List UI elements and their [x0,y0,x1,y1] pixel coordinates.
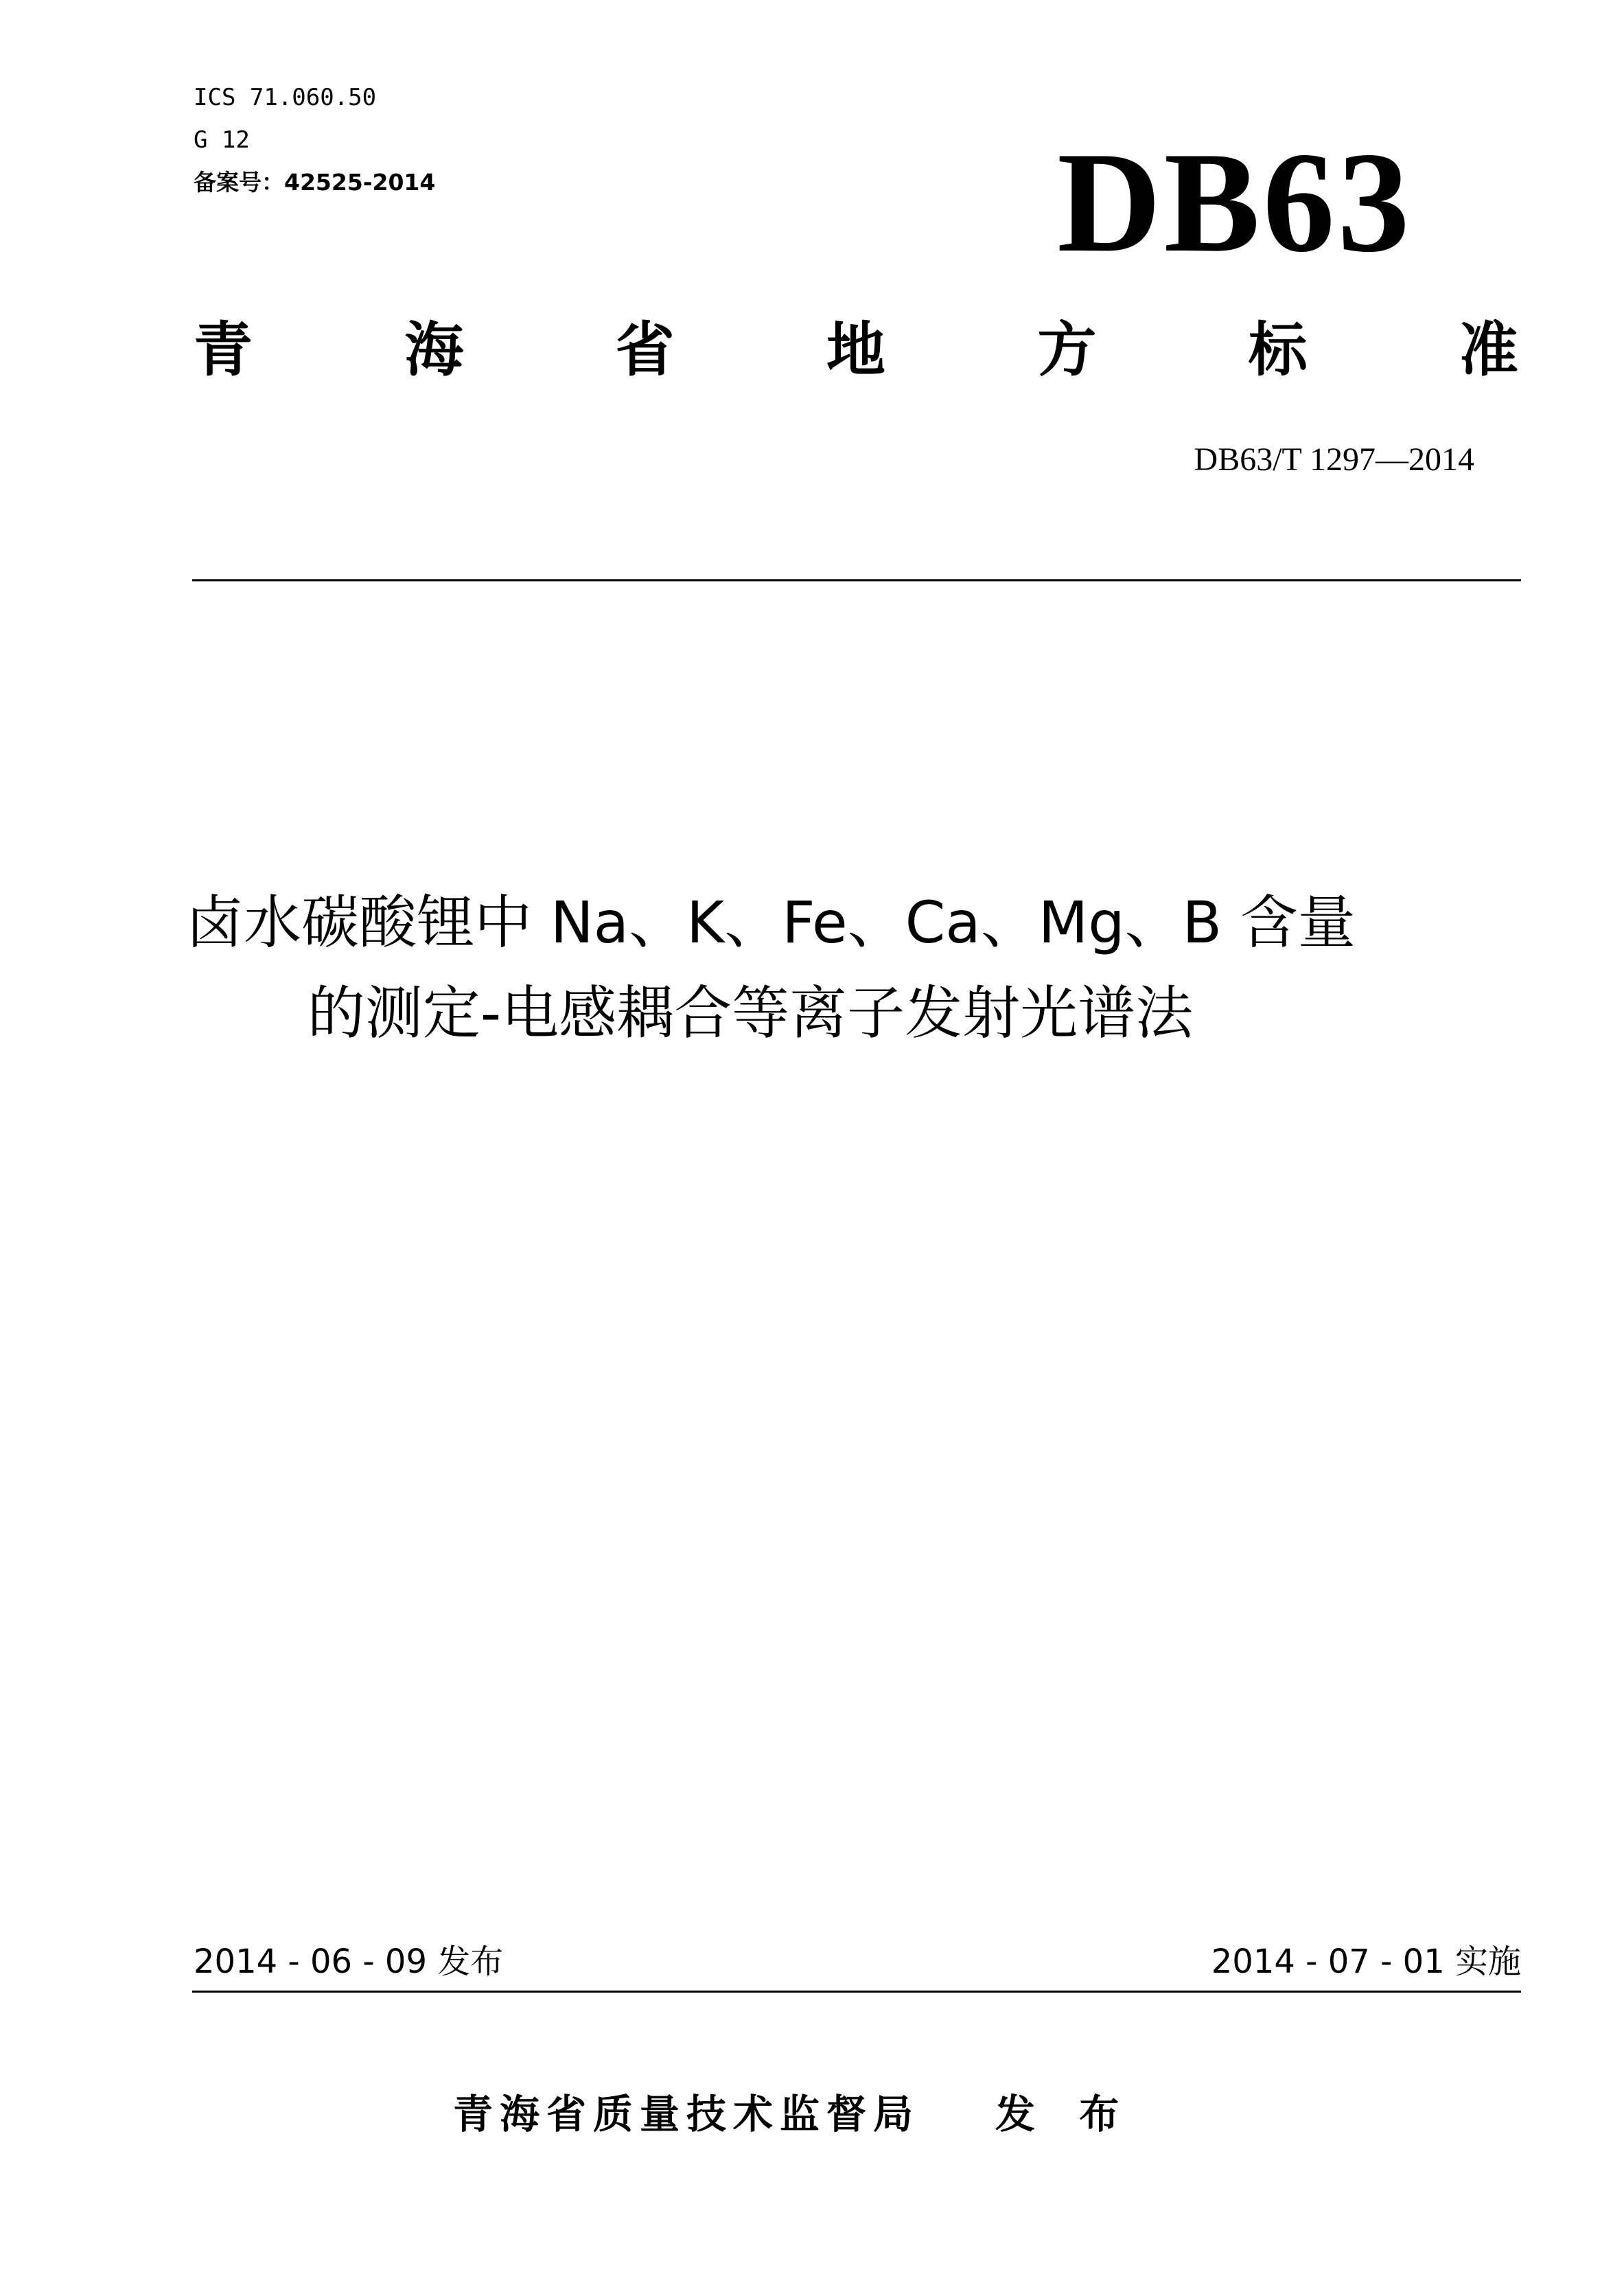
issue-date: 2014 - 06 - 09 发布 [194,1943,504,1981]
standard-type-char: 青 [194,316,253,384]
filing-number: 备案号：42525-2014 [194,169,436,196]
standard-type-char: 准 [1459,316,1518,384]
implementation-date: 2014 - 07 - 01 实施 [1211,1943,1521,1981]
standard-type-char: 海 [404,316,464,384]
standard-type-char: 方 [1037,316,1097,384]
ics-number: ICS 71.060.50 [194,84,377,111]
standard-type-char: 地 [826,316,885,384]
header-divider [192,579,1521,581]
standard-code: DB63 [1057,123,1413,282]
standard-type-heading [194,316,1518,384]
publish-label: 发 布 [995,2091,1135,2137]
document-title [103,877,1521,1058]
publisher-name: 青海省质量技术监督局 [453,2091,920,2137]
ccs-number: G 12 [194,126,250,154]
publisher-row [453,2087,1134,2142]
footer-divider [192,1991,1521,1993]
standard-type-char: 标 [1248,316,1308,384]
standard-type-char: 省 [615,316,675,384]
title-line-1: 卤水碳酸锂中 Na、K、Fe、Ca、Mg、B 含量 [186,889,1356,956]
title-line-2: 的测定-电感耦合等离子发射光谱法 [307,979,1194,1047]
standard-number: DB63/T 1297—2014 [1194,441,1474,478]
